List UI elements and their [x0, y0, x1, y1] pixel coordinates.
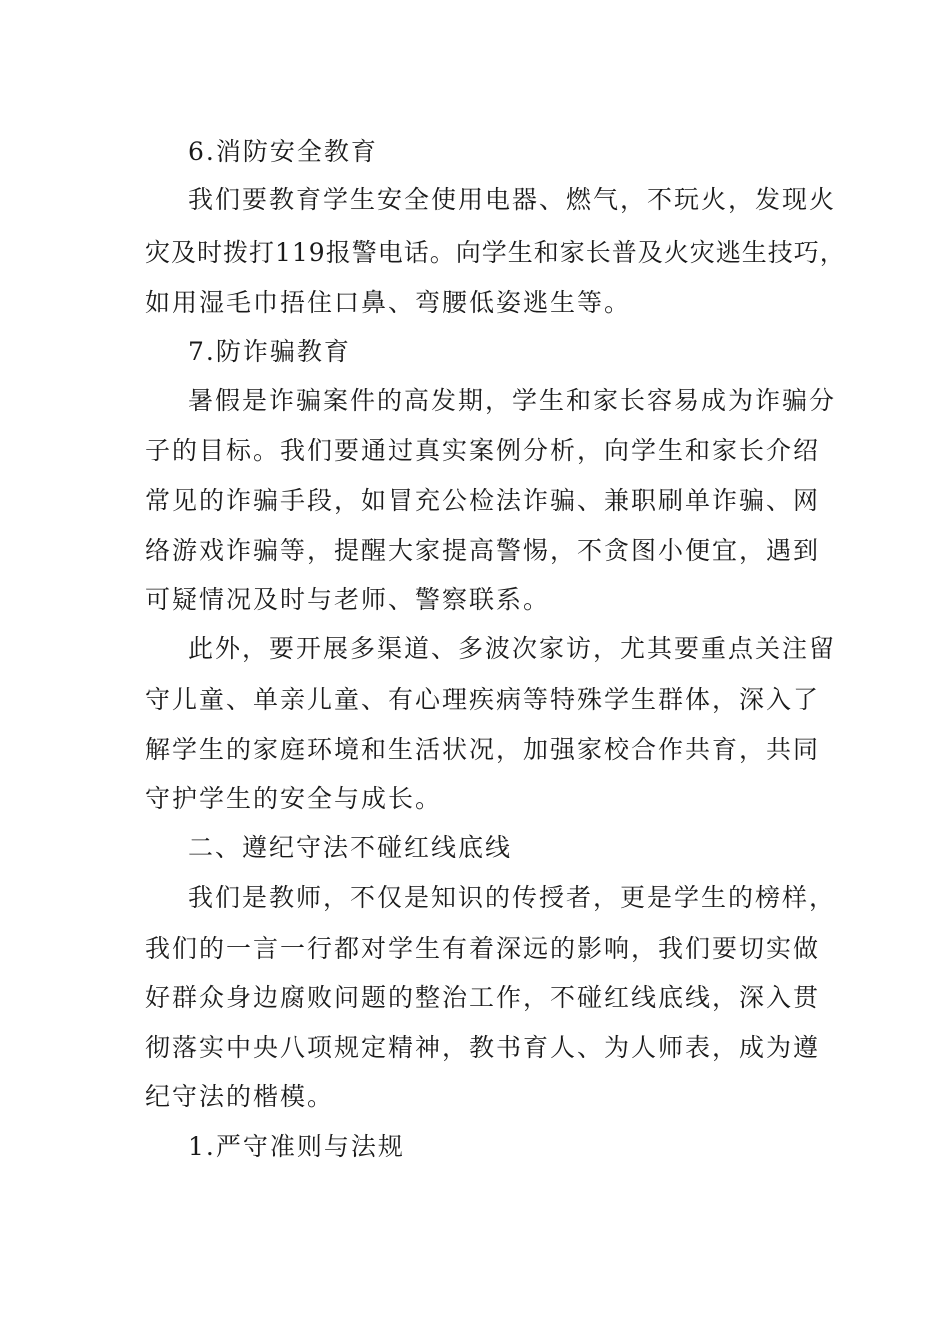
section-heading-fire-safety: 6.消防安全教育 — [188, 137, 378, 166]
section-heading-anti-fraud: 7.防诈骗教育 — [188, 337, 351, 366]
paragraph-line: 好群众身边腐败问题的整治工作，不碰红线底线，深入贯 — [145, 983, 821, 1012]
paragraph-line: 可疑情况及时与老师、警察联系。 — [145, 585, 551, 614]
paragraph-line: 如用湿毛巾捂住口鼻、弯腰低姿逃生等。 — [145, 288, 632, 317]
paragraph-line: 子的目标。我们要通过真实案例分析，向学生和家长介绍 — [145, 436, 821, 465]
paragraph-line: 彻落实中央八项规定精神，教书育人、为人师表，成为遵 — [145, 1033, 821, 1062]
paragraph-line: 我们的一言一行都对学生有着深远的影响，我们要切实做 — [145, 934, 821, 963]
paragraph-line: 解学生的家庭环境和生活状况，加强家校合作共育，共同 — [145, 735, 821, 764]
paragraph-line: 暑假是诈骗案件的高发期，学生和家长容易成为诈骗分 — [188, 386, 837, 415]
paragraph-line: 守护学生的安全与成长。 — [145, 784, 443, 813]
paragraph-line: 灾及时拨打119报警电话。向学生和家长普及火灾逃生技巧， — [145, 238, 846, 267]
paragraph-line: 我们要教育学生安全使用电器、燃气，不玩火，发现火 — [188, 185, 837, 214]
paragraph-line: 我们是教师，不仅是知识的传授者，更是学生的榜样， — [188, 883, 837, 912]
section-heading-law: 二、遵纪守法不碰红线底线 — [188, 833, 513, 862]
paragraph-line: 守儿童、单亲儿童、有心理疾病等特殊学生群体，深入了 — [145, 685, 821, 714]
paragraph-line: 此外，要开展多渠道、多波次家访，尤其要重点关注留 — [188, 634, 837, 663]
paragraph-line: 常见的诈骗手段，如冒充公检法诈骗、兼职刷单诈骗、网 — [145, 486, 821, 515]
paragraph-line: 络游戏诈骗等，提醒大家提高警惕，不贪图小便宜，遇到 — [145, 536, 821, 565]
section-heading-rules: 1.严守准则与法规 — [188, 1132, 405, 1161]
paragraph-line: 纪守法的楷模。 — [145, 1082, 335, 1111]
